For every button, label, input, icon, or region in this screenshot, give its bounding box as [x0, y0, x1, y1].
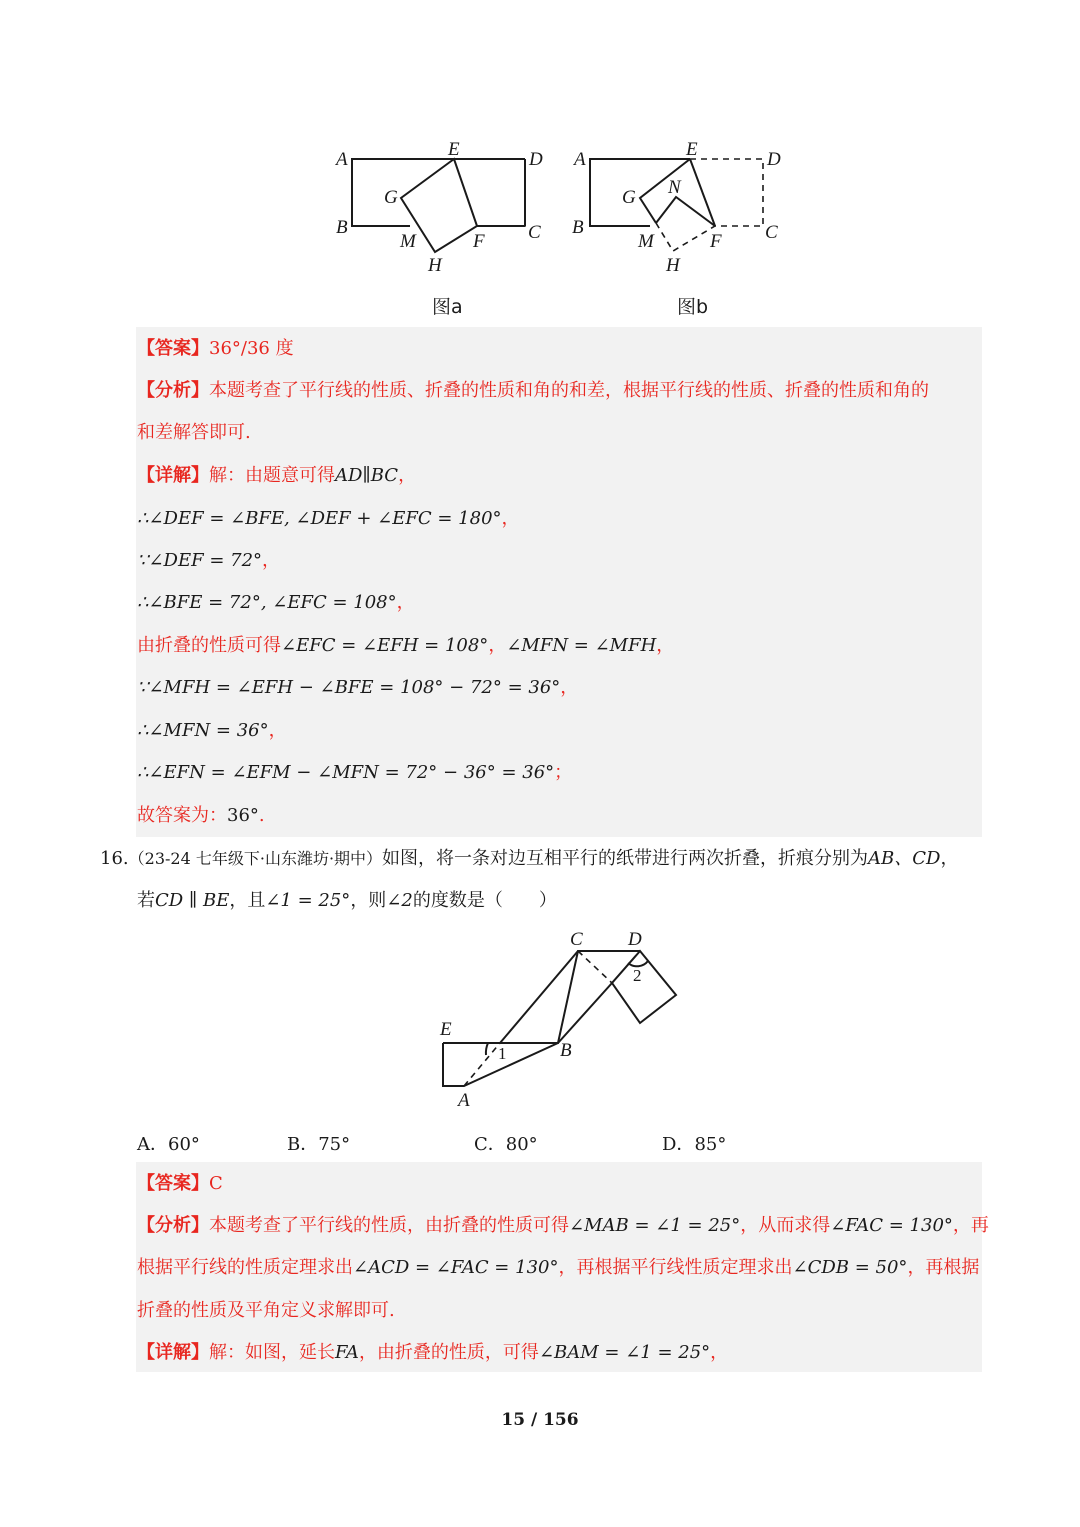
label-A: A: [458, 1090, 470, 1111]
analysis-16-line-3: 折叠的性质及平角定义求解即可.: [137, 1300, 395, 1321]
option-a[interactable]: [137, 1130, 200, 1156]
question-16-line-1: [100, 848, 958, 870]
analysis-16-text-1c: ，从而求得: [740, 1215, 831, 1236]
label-D: D: [628, 929, 642, 950]
figure-b-caption: 图b: [677, 296, 709, 318]
answer-16-line: [137, 1173, 223, 1195]
answer-tag: 【答案】: [137, 338, 209, 359]
analysis-16-text-1e: ，再: [952, 1215, 989, 1236]
step-4: [137, 635, 674, 657]
step-6: [137, 720, 287, 742]
step-1: [137, 508, 520, 530]
analysis-line-1: [137, 380, 929, 402]
question-text-2g: 的度数是（ ）: [412, 890, 557, 911]
analysis-text-1: 本题考查了平行线的性质、折叠的性质和角的和差，根据平行线的性质、折叠的性质和角的: [209, 380, 929, 401]
step-4-math-2: ∠MFN = ∠MFH: [506, 635, 657, 656]
angle-1-label: 1: [498, 1044, 507, 1063]
option-c[interactable]: [474, 1130, 538, 1156]
label-M: M: [638, 231, 654, 252]
label-E: E: [448, 139, 460, 160]
step-8-period: .: [258, 805, 265, 826]
label-M: M: [400, 231, 416, 252]
step-3-punct: ，: [396, 592, 415, 613]
label-D: D: [767, 149, 781, 170]
question-number: 16.: [100, 848, 129, 869]
option-a-value: 60°: [168, 1134, 200, 1155]
step-4-comma: ，: [488, 635, 507, 656]
detail-math: AD∥BC: [335, 465, 399, 486]
label-B: B: [336, 217, 348, 238]
figure-b: [570, 135, 800, 284]
question-text-2a: 若: [137, 890, 155, 911]
option-d-label: D．: [662, 1134, 695, 1155]
detail-16-text-c: ，由折叠的性质，可得: [358, 1342, 539, 1363]
question-text-1-end: ，: [940, 848, 959, 869]
analysis-16-text-2e: ，再根据: [907, 1257, 980, 1278]
answer-value: 36°/36 度: [209, 338, 294, 359]
step-4-text: 由折叠的性质可得: [137, 635, 281, 656]
option-a-label: A．: [137, 1134, 168, 1155]
answer-16-tag: 【答案】: [137, 1173, 209, 1194]
step-1-math: ∴∠DEF = ∠BFE, ∠DEF + ∠EFC = 180°: [137, 508, 502, 529]
analysis-16-line-1: [137, 1215, 989, 1237]
step-7-punct: ；: [554, 762, 573, 783]
label-A: A: [336, 149, 348, 170]
step-6-punct: ，: [268, 720, 287, 741]
detail-16-tag: 【详解】: [137, 1342, 209, 1363]
figure-q16-diagram: [430, 925, 690, 1115]
question-math-2f: ∠2: [386, 890, 413, 911]
option-b-label: B．: [287, 1134, 319, 1155]
label-C: C: [528, 222, 541, 243]
analysis-16-text-2c: ，再根据平行线性质定理求出: [558, 1257, 793, 1278]
label-G: G: [622, 187, 636, 208]
analysis-16-tag: 【分析】: [137, 1215, 209, 1236]
label-A: A: [574, 149, 586, 170]
detail-16-line-1: [137, 1342, 728, 1364]
option-d-value: 85°: [694, 1134, 727, 1155]
label-F: F: [710, 231, 722, 252]
step-3: [137, 592, 415, 614]
option-d[interactable]: [662, 1130, 726, 1156]
answer-line: [137, 338, 294, 360]
question-math-1: AB、CD: [868, 848, 941, 869]
label-H: H: [428, 255, 442, 276]
step-8-text: 故答案为：: [137, 805, 227, 826]
step-4-punct: ，: [656, 635, 675, 656]
analysis-line-2: 和差解答即可.: [137, 422, 251, 443]
option-b[interactable]: [287, 1130, 350, 1156]
step-8: [137, 805, 265, 827]
figure-b-diagram: [570, 135, 800, 280]
question-math-2d: ∠1 = 25°: [265, 890, 351, 911]
figure-a: [330, 135, 560, 284]
analysis-16-text-2a: 根据平行线的性质定理求出: [137, 1257, 353, 1278]
step-2: [137, 550, 280, 572]
step-2-math: ∵∠DEF = 72°: [137, 550, 263, 571]
detail-16-text-a: 解：如图，延长: [209, 1342, 335, 1363]
detail-16-math-d: ∠BAM = ∠1 = 25°: [538, 1342, 711, 1363]
analysis-16-line-2: [137, 1257, 979, 1279]
label-H: H: [666, 255, 680, 276]
step-6-math: ∴∠MFN = 36°: [137, 720, 269, 741]
figure-a-caption: 图a: [432, 296, 463, 318]
analysis-16-math-2b: ∠ACD = ∠FAC = 130°: [353, 1257, 559, 1278]
step-1-punct: ，: [501, 508, 520, 529]
analysis-16-math-1d: ∠FAC = 130°: [830, 1215, 953, 1236]
step-5-math: ∵∠MFH = ∠EFH − ∠BFE = 108° − 72° = 36°: [137, 677, 561, 698]
question-math-2b: CD ∥ BE: [155, 890, 230, 911]
label-G: G: [384, 187, 398, 208]
detail-line-1: [137, 465, 416, 487]
label-E: E: [440, 1019, 452, 1040]
label-B: B: [560, 1040, 572, 1061]
figure-q16: [430, 925, 690, 1119]
option-b-value: 75°: [318, 1134, 351, 1155]
label-F: F: [473, 231, 485, 252]
step-5: [137, 677, 578, 699]
step-2-punct: ，: [262, 550, 281, 571]
option-c-value: 80°: [505, 1134, 538, 1155]
solution-15-box: [136, 327, 982, 837]
analysis-16-text-1a: 本题考查了平行线的性质，由折叠的性质可得: [209, 1215, 569, 1236]
detail-tag: 【详解】: [137, 465, 209, 486]
detail-16-text-e: ，: [710, 1342, 729, 1363]
step-4-math-1: ∠EFC = ∠EFH = 108°: [281, 635, 489, 656]
question-text-2e: ，则: [350, 890, 387, 911]
answer-16-value: C: [209, 1173, 223, 1194]
label-E: E: [686, 139, 698, 160]
detail-16-math-b: FA: [335, 1342, 359, 1363]
analysis-16-math-2d: ∠CDB = 50°: [792, 1257, 908, 1278]
detail-text: 解：由题意可得: [209, 465, 335, 486]
label-C: C: [570, 929, 583, 950]
angle-2-label: 2: [633, 966, 642, 985]
step-8-value: 36°: [227, 805, 259, 826]
analysis-tag: 【分析】: [137, 380, 209, 401]
analysis-16-math-1b: ∠MAB = ∠1 = 25°: [569, 1215, 741, 1236]
label-D: D: [529, 149, 543, 170]
option-c-label: C．: [474, 1134, 506, 1155]
step-5-punct: ，: [560, 677, 579, 698]
label-B: B: [572, 217, 584, 238]
question-text-1: 如图，将一条对边互相平行的纸带进行两次折叠，折痕分别为: [382, 848, 869, 869]
detail-comma: ，: [398, 465, 417, 486]
figure-a-diagram: [330, 135, 560, 280]
question-16-line-2: [137, 890, 557, 912]
step-7: [137, 762, 572, 784]
question-source: （23-24 七年级下·山东潍坊·期中）: [128, 849, 383, 868]
page-number: 15 / 156: [501, 1410, 579, 1430]
step-3-math: ∴∠BFE = 72°, ∠EFC = 108°: [137, 592, 397, 613]
step-7-math: ∴∠EFN = ∠EFM − ∠MFN = 72° − 36° = 36°: [137, 762, 555, 783]
question-text-2c: ，且: [229, 890, 266, 911]
label-N: N: [668, 177, 681, 198]
label-C: C: [765, 222, 778, 243]
